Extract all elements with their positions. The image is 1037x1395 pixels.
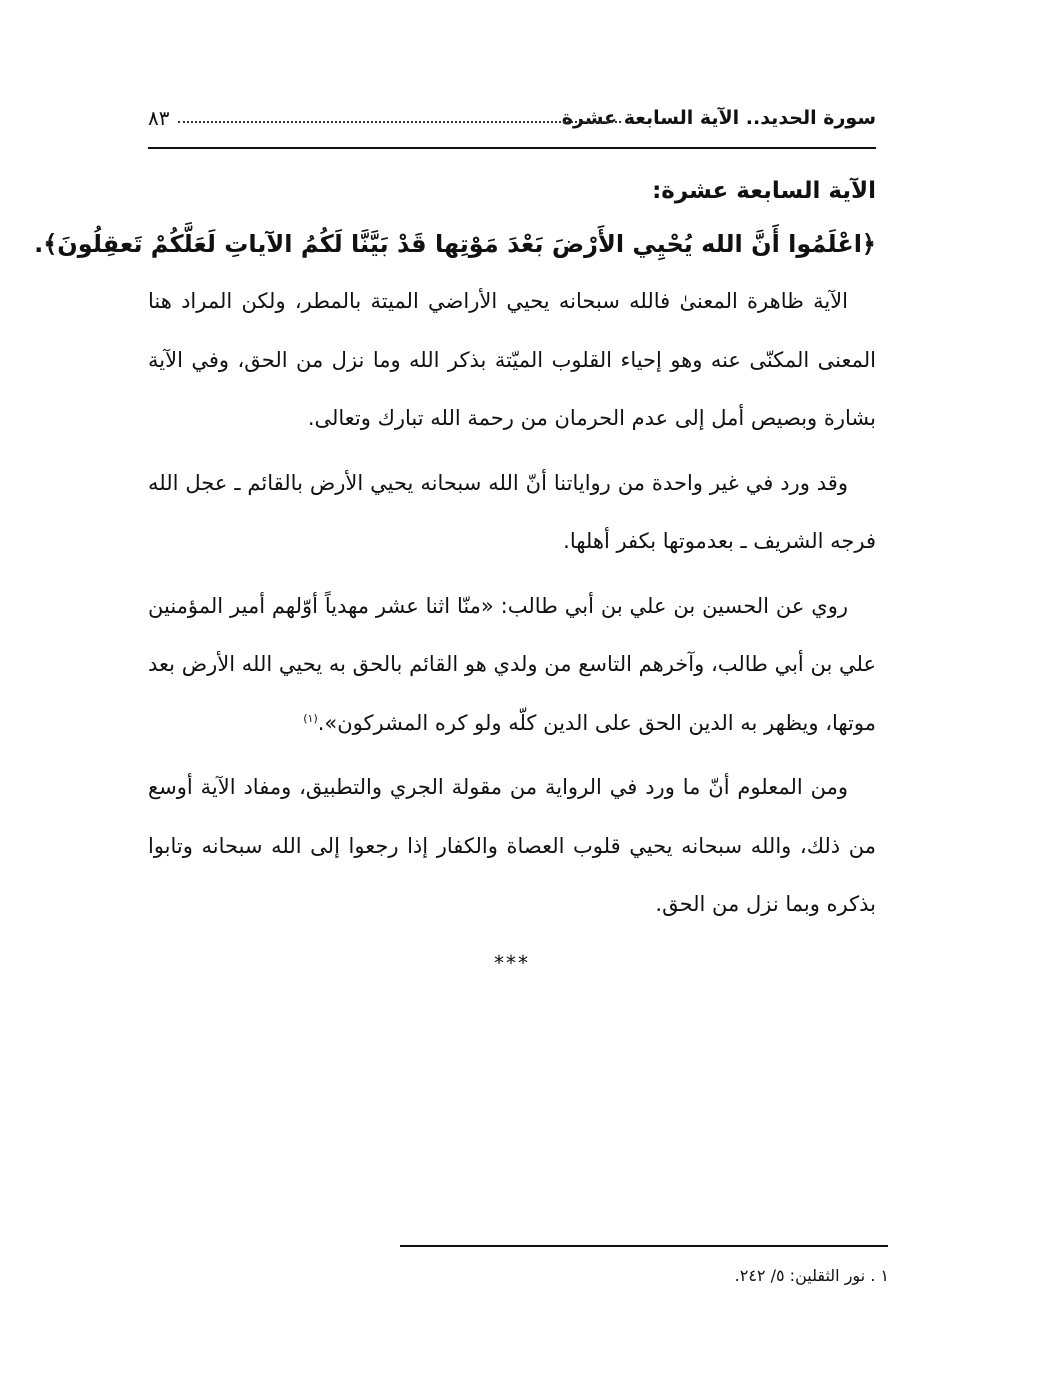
paragraph-4: ومن المعلوم أنّ ما ورد في الرواية من مقولة الجري والتطبيق، ومفاد الآية أوسع من ذلك، والله سبحانه يحيي قلوب العصاة والكفار إذا رجعوا إلى الله سبحانه وتابوا بذكره وبما نزل من الحق.	[148, 775, 876, 916]
section-separator: ***	[494, 950, 530, 975]
header-rule	[148, 147, 876, 149]
header-dotted-leader	[178, 121, 621, 123]
paragraph-3-text: روي عن الحسين بن علي بن أبي طالب: «منّا اثنا عشر مهدياً أوّلهم أمير المؤمنين علي بن أبي طالب، وآخرهم التاسع من ولدي هو القائم بالحق به يحيي الله الأرض بعد موتها، ويظهر به الدين الحق على الدين كلّه ولو كره المشركون».	[148, 593, 876, 735]
quran-verse: ﴿اعْلَمُوا أَنَّ الله يُحْيِي الأَرْضَ بَعْدَ مَوْتِها قَدْ بَيَّنَّا لَكُمُ الآياتِ لَعَلَّكُمْ تَعقِلُونَ﴾.	[34, 230, 876, 258]
running-header	[148, 103, 876, 149]
page-number: ٨٣	[148, 106, 170, 130]
section-heading: الآية السابعة عشرة:	[652, 178, 876, 204]
page-body	[34, 168, 876, 978]
footnote-rule	[400, 1245, 888, 1247]
paragraph-1: الآية ظاهرة المعنىٰ فالله سبحانه يحيي الأراضي الميتة بالمطر، ولكن المراد هنا المعنى المكنّى عنه وهو إحياء القلوب الميّتة بذكر الله وما نزل من الحق، وفي الآية بشارة وبصيص أمل إلى عدم الحرمان من رحمة الله تبارك وتعالى.	[148, 289, 876, 430]
paragraph-2: وقد ورد في غير واحدة من رواياتنا أنّ الله سبحانه يحيي الأرض بالقائم ـ عجل الله فرجه الشريف ـ بعدموتها بكفر أهلها.	[148, 470, 876, 553]
footnote-reference[interactable]: (١)	[303, 711, 318, 725]
running-header-title: سورة الحديد.. الآية السابعة عشرة	[561, 107, 876, 129]
footnote-1: ١ . نور الثقلين: ٥/ ٢٤٢.	[734, 1266, 889, 1285]
paragraph-3	[148, 577, 876, 753]
